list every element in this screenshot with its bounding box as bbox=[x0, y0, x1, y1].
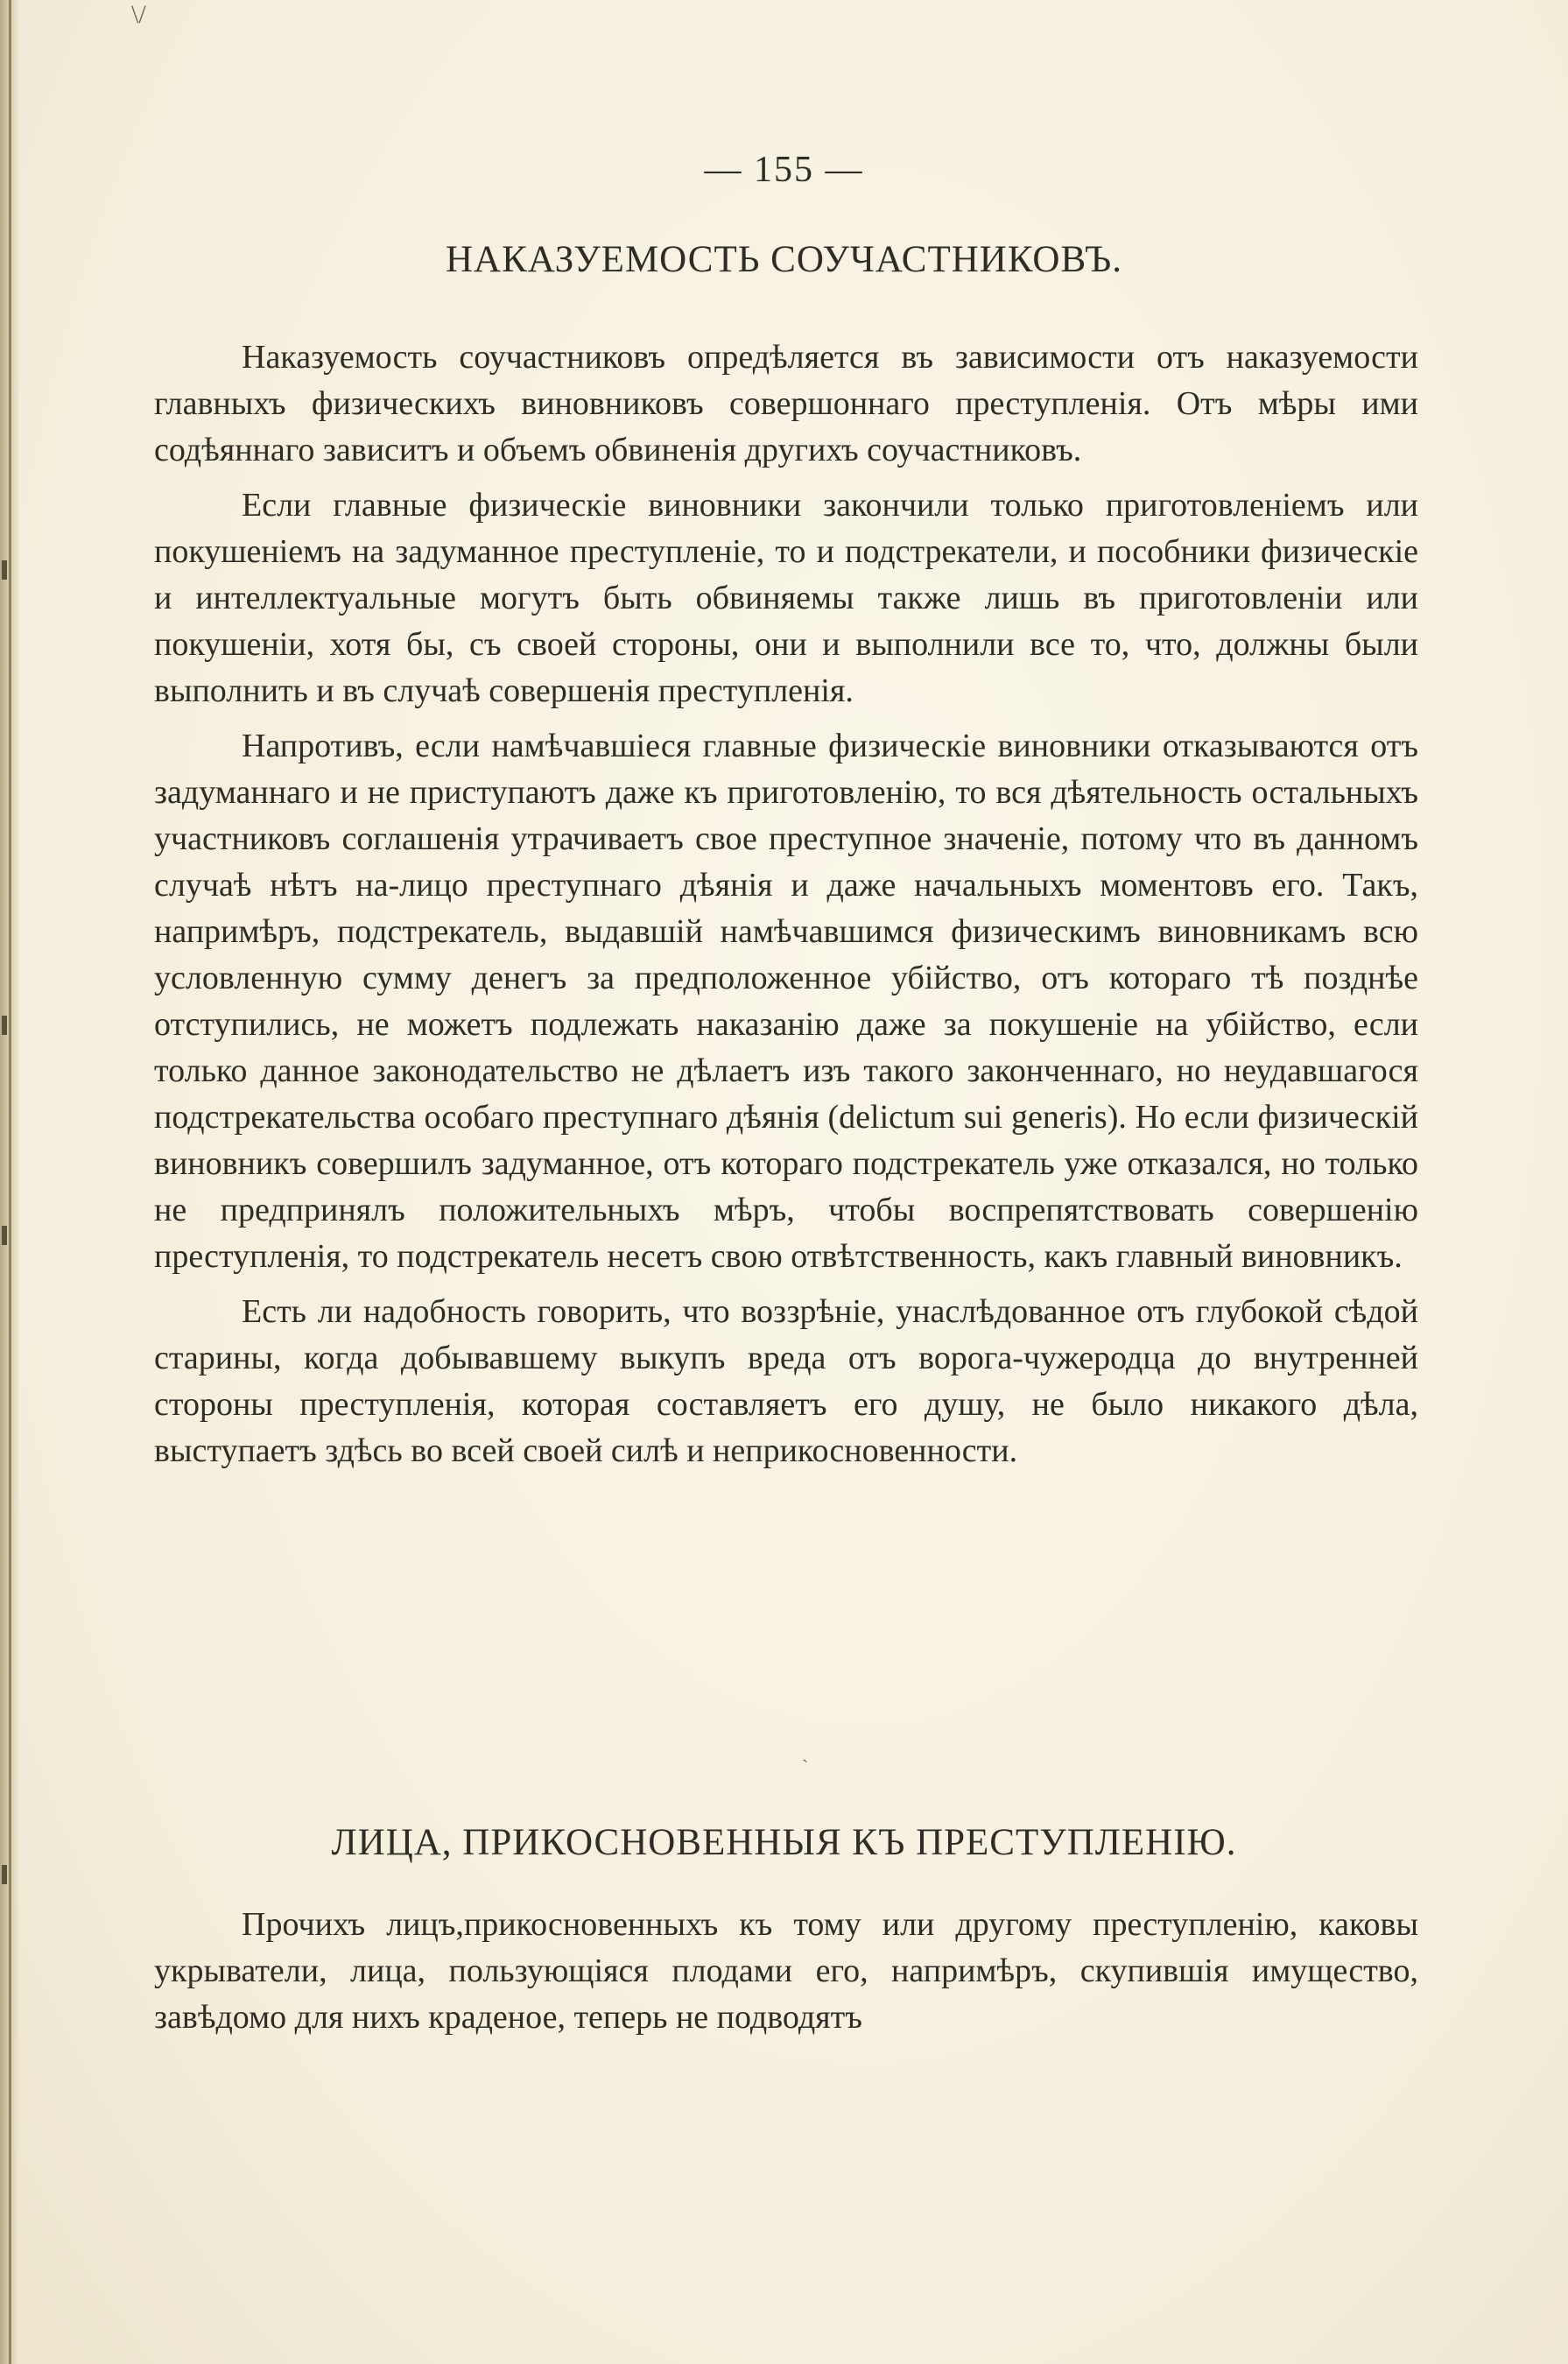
section-body bbox=[154, 334, 1418, 1474]
paragraph: Если главные физическіе виновники закончили только приготовленіемъ или покушеніемъ на задуманное преступленіе, то и подстрекатели, и пособники физическіе и интеллектуальные могутъ быть обвиняемы также лишь въ приготовленіи или покушеніи, хотя бы, съ своей стороны, они и выполнили все то, что, должны были выполнить и въ случаѣ совершенія преступленія. bbox=[154, 487, 1418, 709]
paragraph: Напротивъ, если намѣчавшіеся главные физическіе виновники отказываются отъ задуманнаго и не приступаютъ даже къ приготовленію, то вся дѣятельность остальныхъ участниковъ соглашенія утрачиваетъ свое преступное значеніе, потому что въ данномъ случаѣ нѣтъ на-лицо преступнаго дѣянія и даже начальныхъ моментовъ его. Такъ, напримѣръ, подстрекатель, выдавшій намѣчавшимся физическимъ виновникамъ всю условленную сумму денегъ за предположенное убійство, отъ котораго тѣ позднѣе отступились, не можетъ подлежать наказанію даже за покушеніе на убійство, если только данное законодательство не дѣлаетъ изъ такого законченнаго, но неудавшагося подстрекательства особаго преступнаго дѣянія (delictum sui generis). Но если физическій виновникъ совершилъ задуманное, отъ котораго подстрекатель уже отказался, но только не предпринялъ положительныхъ мѣръ, чтобы воспрепятствовать совершенію преступленія, то подстрекатель несетъ свою отвѣтственность, какъ главный виновникъ. bbox=[154, 728, 1418, 1275]
paragraph: Есть ли надобность говорить, что воззрѣніе, унаслѣдованное отъ глубокой сѣдой старины, когда добывавшему выкупъ вреда отъ ворога-чужеродца до внутренней стороны преступленія, которая составляетъ его душу, не было никакого дѣла, выступаетъ здѣсь во всей своей силѣ и неприкосновенности. bbox=[154, 1293, 1418, 1469]
section-divider-mark: ˴ bbox=[802, 1747, 809, 1769]
section-heading: НАКАЗУЕМОСТЬ СОУЧАСТНИКОВЪ. bbox=[446, 239, 1122, 280]
margin-mark bbox=[2, 1016, 7, 1035]
margin-mark bbox=[2, 560, 7, 580]
margin-mark bbox=[2, 1226, 7, 1245]
section-body bbox=[154, 1902, 1418, 2041]
margin-mark bbox=[2, 1865, 7, 1884]
page-number: — 155 — bbox=[704, 150, 864, 190]
paragraph: Наказуемость соучастниковъ опредѣляется въ зависимости отъ наказуемости главныхъ физическихъ виновниковъ совершоннаго преступленія. Отъ мѣры ими содѣяннаго зависитъ и объемъ обвиненія другихъ соучастниковъ. bbox=[154, 339, 1418, 468]
spine-edge-line bbox=[9, 0, 11, 2364]
section-heading: ЛИЦА, ПРИКОСНОВЕННЫЯ КЪ ПРЕСТУПЛЕНІЮ. bbox=[331, 1822, 1237, 1863]
paragraph: Прочихъ лицъ,прикосновенныхъ къ тому или другому преступленію, каковы укрыватели, лица, пользующіяся плодами его, напримѣръ, скупившія имущество, завѣдомо для нихъ краденое, теперь не подводятъ bbox=[154, 1906, 1418, 2036]
corner-mark: \/ bbox=[131, 0, 146, 29]
